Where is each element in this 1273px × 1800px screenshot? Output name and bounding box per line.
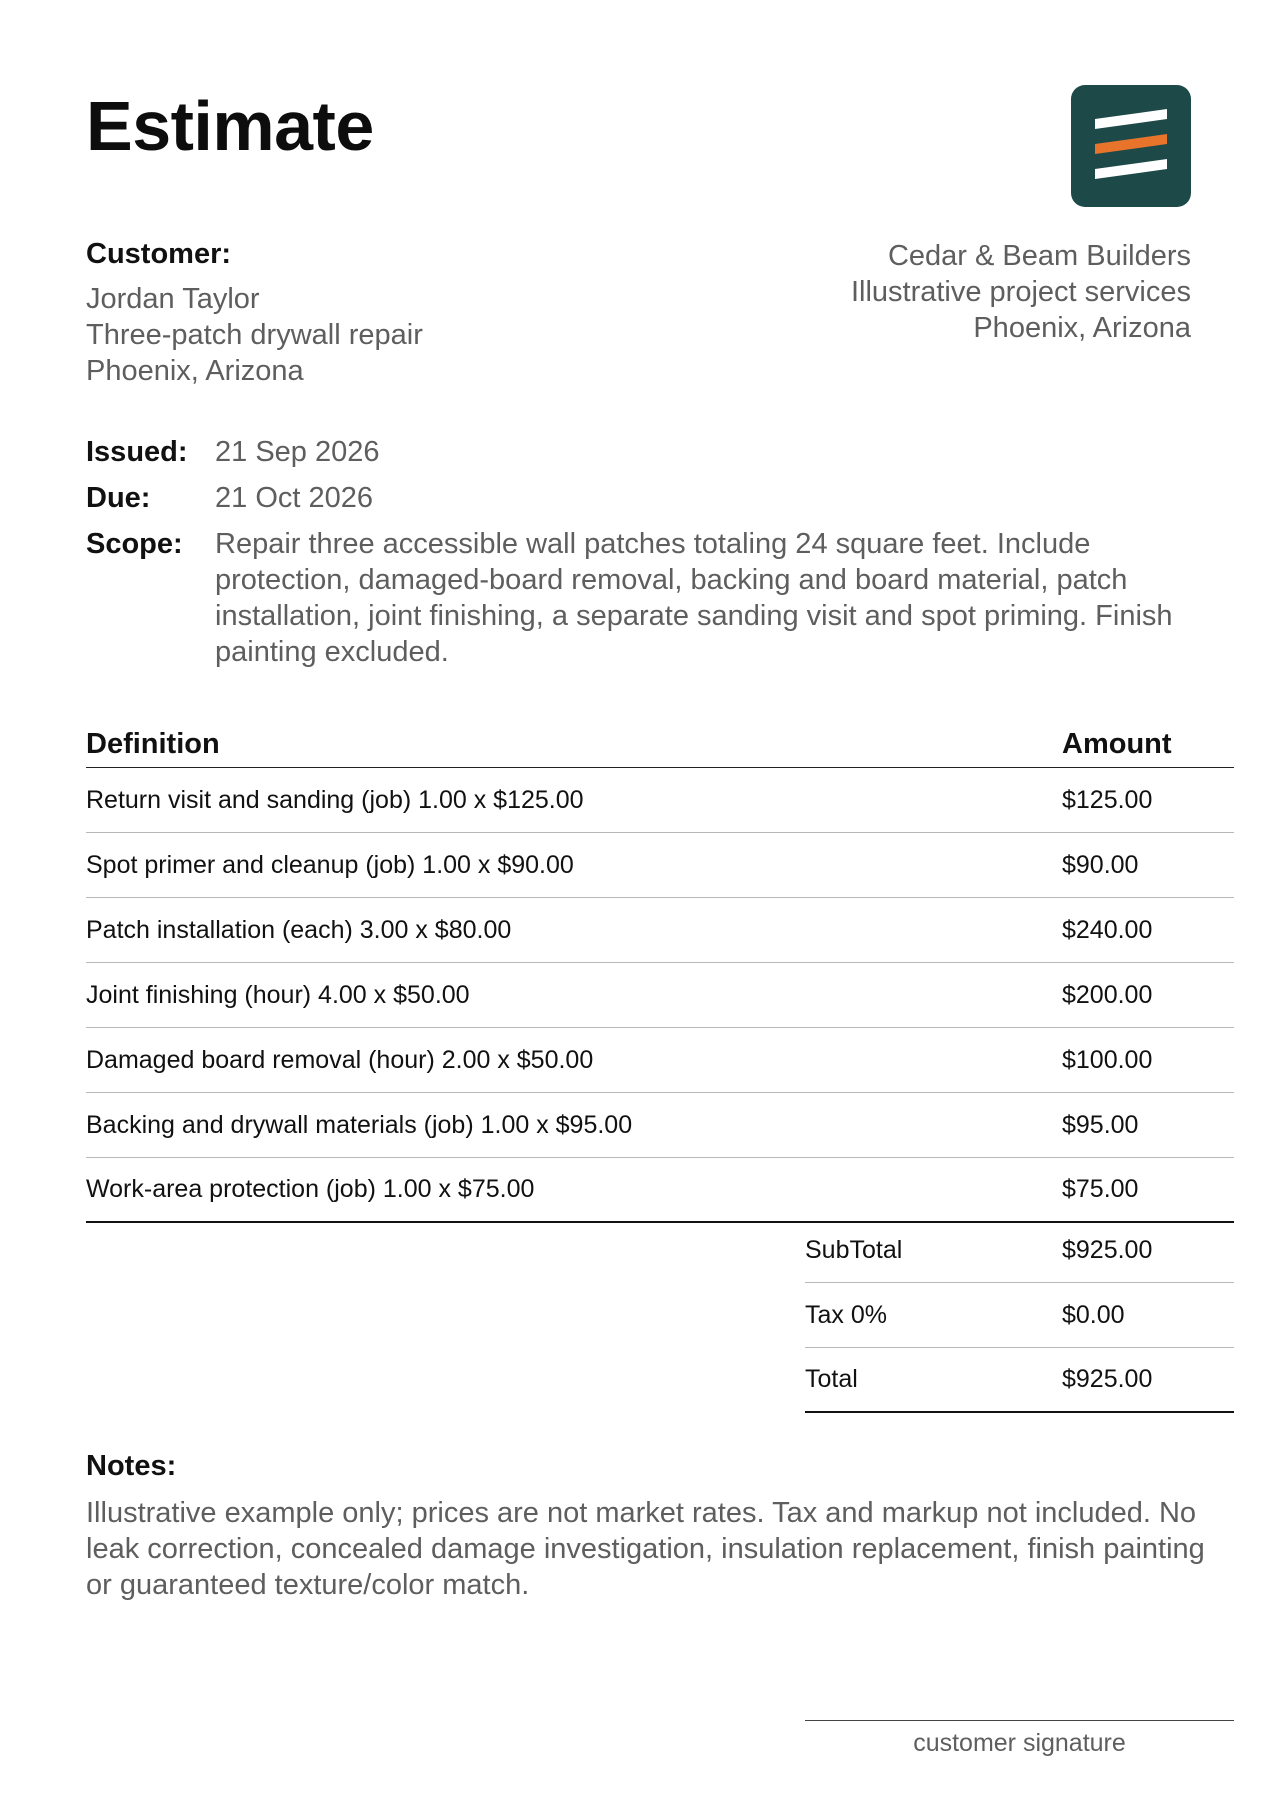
notes-block [86,1450,1206,1603]
row-amount: $75.00 [1062,1175,1139,1203]
table-row [86,1093,1234,1158]
customer-label: Customer: [86,238,232,270]
customer-block [86,238,423,389]
estimate-meta [86,434,1215,680]
notes-text: Illustrative example only; prices are not market rates. Tax and markup not included. No leak correction, concealed damage investigation, insulation replacement, finish painting or guaranteed texture/color match. [86,1497,1205,1601]
total-label: Total [805,1365,858,1393]
row-amount: $95.00 [1062,1110,1139,1139]
row-definition: Patch installation (each) 3.00 x $80.00 [86,915,512,944]
document-title: Estimate [86,87,374,165]
table-row [86,898,1234,963]
scope-label: Scope: [86,528,183,560]
total-value: $925.00 [1062,1365,1153,1393]
notes-label: Notes: [86,1450,177,1482]
definition-header: Definition [86,728,220,760]
due-row [86,480,1215,516]
row-amount: $100.00 [1062,1045,1153,1074]
company-logo [1071,85,1191,207]
row-definition: Damaged board removal (hour) 2.00 x $50.00 [86,1045,594,1074]
row-amount: $125.00 [1062,785,1153,814]
subtotal-row [805,1218,1234,1283]
row-definition: Return visit and sanding (job) 1.00 x $125.00 [86,785,584,814]
customer-name: Jordan Taylor [86,283,260,315]
row-amount: $240.00 [1062,915,1153,944]
row-definition: Work-area protection (job) 1.00 x $75.00 [86,1175,535,1203]
stacked-boards-icon [1071,85,1191,207]
line-items-table [86,722,1234,1223]
due-label: Due: [86,482,151,514]
table-row [86,833,1234,898]
company-block [851,238,1191,346]
customer-project: Three-patch drywall repair [86,319,423,351]
scope-value: Repair three accessible wall patches totaling 24 square feet. Include protection, damaged-board removal, backing and board material, patch installation, joint finishing, a separate sanding visit and spot priming. Finish painting excluded. [215,528,1173,668]
issued-label: Issued: [86,436,188,468]
subtotal-label: SubTotal [805,1235,903,1264]
tax-label: Tax 0% [805,1300,887,1329]
row-amount: $200.00 [1062,980,1153,1009]
tax-value: $0.00 [1062,1300,1125,1329]
totals-block [805,1218,1234,1413]
table-row [86,1158,1234,1223]
scope-row [86,526,1215,670]
table-row [86,768,1234,833]
row-amount: $90.00 [1062,850,1139,879]
issued-value: 21 Sep 2026 [215,436,380,468]
company-location: Phoenix, Arizona [973,312,1191,344]
table-header [86,722,1234,768]
row-definition: Backing and drywall materials (job) 1.00 x $95.00 [86,1110,633,1139]
customer-location: Phoenix, Arizona [86,355,304,387]
issued-row [86,434,1215,470]
amount-header: Amount [1062,728,1172,760]
subtotal-value: $925.00 [1062,1235,1153,1264]
total-row [805,1348,1234,1413]
signature-label: customer signature [913,1729,1126,1757]
company-tagline: Illustrative project services [850,276,1191,308]
table-row [86,1028,1234,1093]
table-row [86,963,1234,1028]
tax-row [805,1283,1234,1348]
customer-signature-line [805,1720,1234,1758]
row-definition: Spot primer and cleanup (job) 1.00 x $90.00 [86,850,574,879]
due-value: 21 Oct 2026 [215,482,373,514]
company-name: Cedar & Beam Builders [887,240,1191,272]
row-definition: Joint finishing (hour) 4.00 x $50.00 [86,980,470,1009]
